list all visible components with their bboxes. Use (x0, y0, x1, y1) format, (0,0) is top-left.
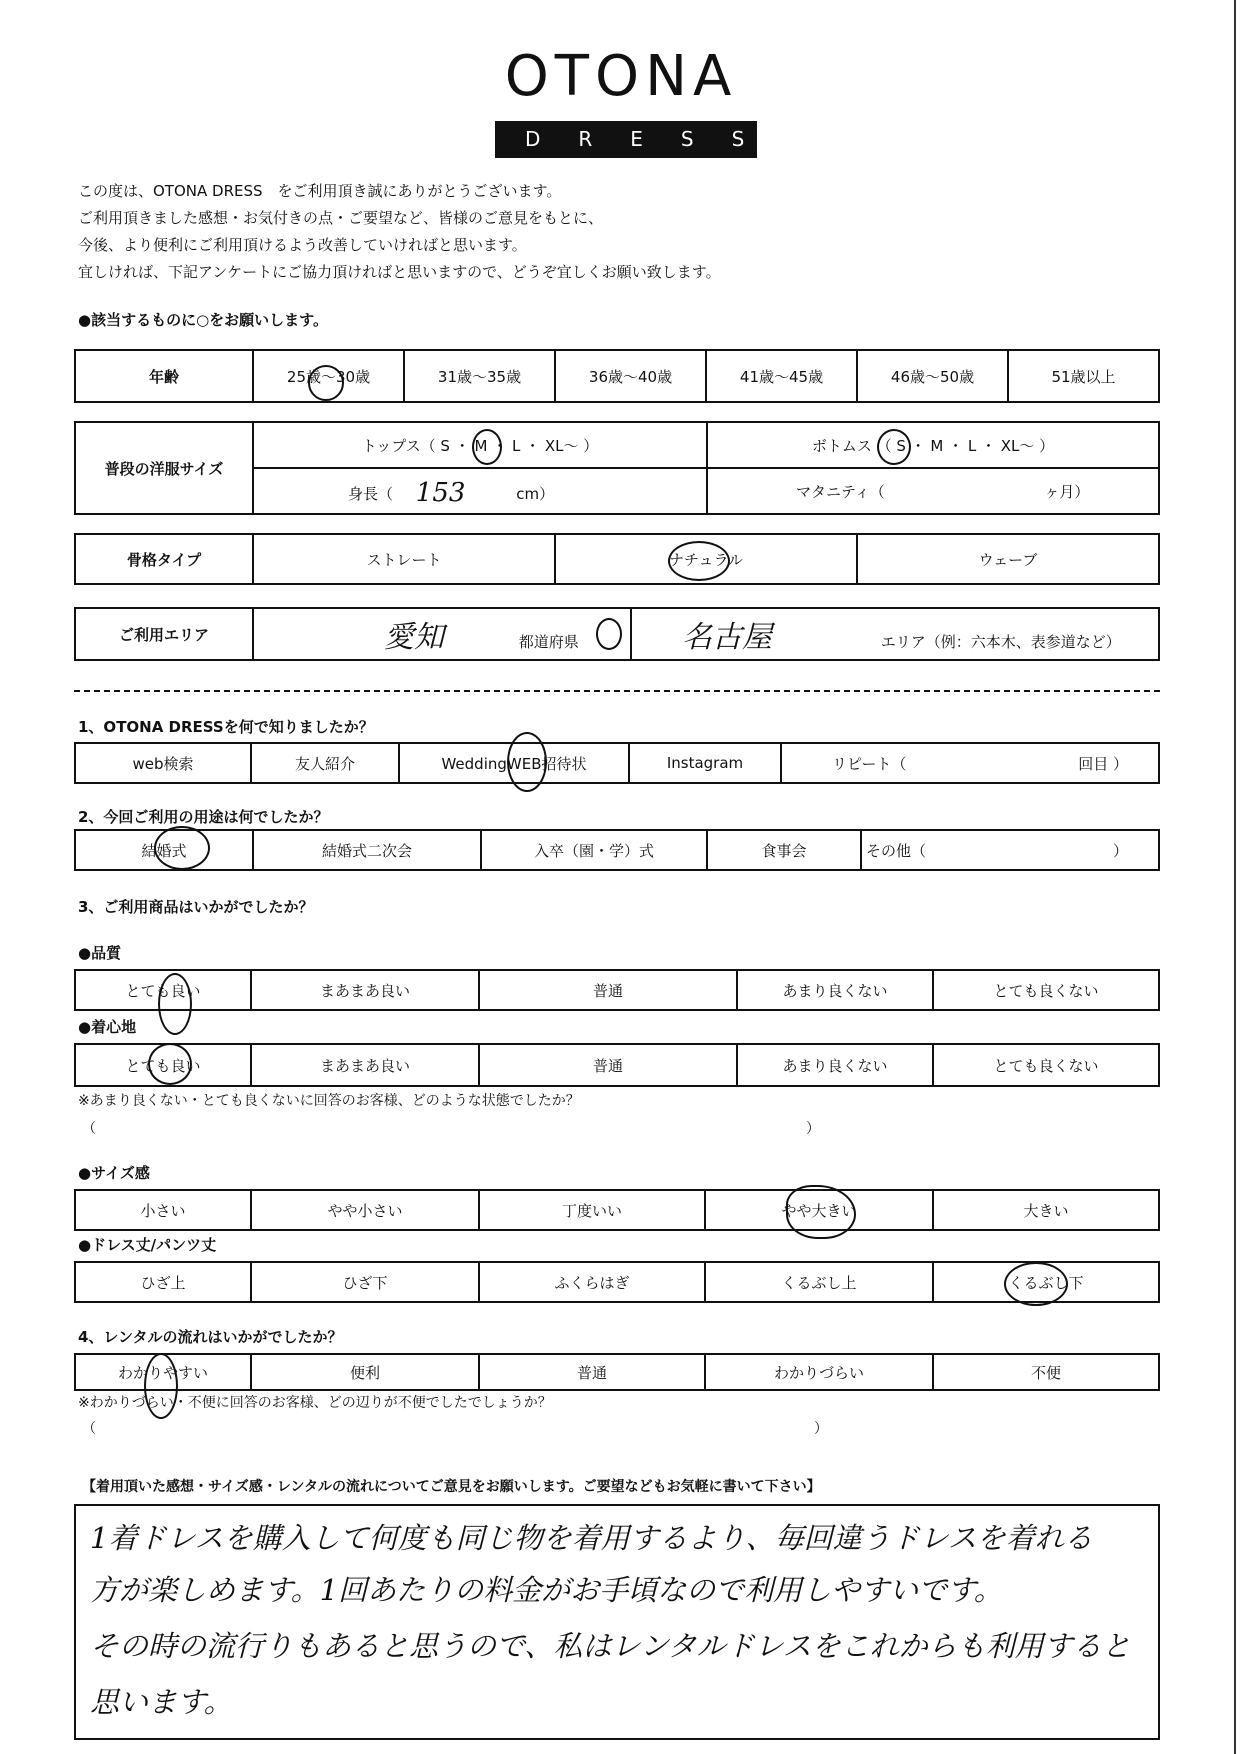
intro-line: 今後、より便利にご利用頂けるよう改善していければと思います。 (78, 236, 527, 254)
q2-table (74, 829, 1160, 871)
size-feel-label: ●サイズ感 (78, 1164, 150, 1182)
quality-option[interactable]: あまり良くない (737, 970, 933, 1010)
q2-option[interactable]: その他（ (861, 830, 1061, 870)
city-value: 名古屋 (682, 620, 772, 655)
comments-heading: 【着用頂いた感想・サイズ感・レンタルの流れについてご意見をお願いします。ご要望などもお気軽に書いて下さい】 (82, 1479, 821, 1495)
length-option[interactable]: ひざ下 (251, 1262, 479, 1302)
age-table (74, 349, 1160, 403)
q1-option[interactable]: 友人紹介 (251, 743, 399, 783)
quality-option[interactable]: とても良くない (933, 970, 1159, 1010)
q1-option[interactable]: リピート（ (781, 743, 981, 783)
q1-option[interactable]: WeddingWEB招待状 (399, 743, 629, 783)
maternity-field[interactable] (707, 468, 1159, 514)
paren-open: （ (82, 1121, 96, 1137)
paren-open: （ (82, 1421, 96, 1437)
quality-table (74, 969, 1160, 1011)
height-label: 身長（ (348, 485, 394, 503)
height-unit: cm） (516, 485, 555, 503)
q4-option[interactable]: わかりづらい (705, 1354, 933, 1390)
body-type-table (74, 533, 1160, 585)
body-type-option[interactable]: ストレート (253, 534, 555, 584)
q1-title: 1、OTONA DRESSを何で知りましたか？ (78, 718, 374, 736)
height-field[interactable] (253, 468, 707, 514)
intro-line: ご利用頂きました感想・お気付きの点・ご要望など、皆様のご意見をもとに、 (78, 209, 604, 227)
profile-heading: ●該当するものに○をお願いします。 (78, 311, 328, 329)
length-option[interactable]: くるぶし上 (705, 1262, 933, 1302)
size-feel-table (74, 1189, 1160, 1231)
comment-line: 方が楽しめます。1回あたりの料金がお手頃なので利用しやすいです。 (90, 1573, 1003, 1607)
prefecture-field[interactable] (253, 608, 631, 660)
quality-option[interactable]: とても良い (75, 970, 251, 1010)
body-type-option[interactable]: ウェーブ (857, 534, 1159, 584)
city-field[interactable] (631, 608, 1159, 660)
age-option[interactable]: 25歳～30歳 (253, 350, 404, 402)
age-option[interactable]: 31歳～35歳 (404, 350, 555, 402)
comfort-option[interactable]: とても良くない (933, 1044, 1159, 1086)
size-label: 普段の洋服サイズ (75, 422, 253, 514)
prefecture-value: 愛知 (384, 620, 444, 655)
q4-title: 4、レンタルの流れはいかがでしたか？ (78, 1328, 343, 1346)
size-feel-option[interactable]: 小さい (75, 1190, 251, 1230)
q4-option[interactable]: 普通 (479, 1354, 705, 1390)
intro-line: 宜しければ、下記アンケートにご協力頂ければと思いますので、どうぞ宜しくお願い致します。 (78, 263, 721, 281)
quality-option[interactable]: 普通 (479, 970, 737, 1010)
comfort-table (74, 1043, 1160, 1087)
age-option[interactable]: 46歳～50歳 (857, 350, 1008, 402)
q1-option[interactable]: Instagram (629, 743, 781, 783)
q1-option[interactable]: web検索 (75, 743, 251, 783)
quality-label: ●品質 (78, 944, 122, 962)
q1-table (74, 742, 1160, 784)
q4-option[interactable]: 便利 (251, 1354, 479, 1390)
q2-option[interactable]: 結婚式 (75, 830, 253, 870)
comfort-option[interactable]: 普通 (479, 1044, 737, 1086)
q4-option[interactable]: わかりやすい (75, 1354, 251, 1390)
maternity-label: マタニティ（ (796, 482, 885, 501)
q2-option[interactable]: ） (1061, 830, 1159, 870)
size-table (74, 421, 1160, 515)
q2-option[interactable]: 結婚式二次会 (253, 830, 481, 870)
q2-option[interactable]: 食事会 (707, 830, 861, 870)
maternity-unit: ヶ月） (1044, 482, 1090, 501)
size-feel-option[interactable]: 丁度いい (479, 1190, 705, 1230)
intro-text (78, 178, 721, 286)
comment-line: その時の流行りもあると思うので、私はレンタルドレスをこれからも利用すると (90, 1629, 1131, 1663)
age-option[interactable]: 51歳以上 (1008, 350, 1159, 402)
length-option[interactable]: ひざ上 (75, 1262, 251, 1302)
size-feel-option[interactable]: 大きい (933, 1190, 1159, 1230)
paren-close: ） (806, 1121, 820, 1137)
q4-option[interactable]: 不便 (933, 1354, 1159, 1390)
tops-size[interactable]: トップス（ S ・ M ・ L ・ XL～ ） (253, 422, 707, 468)
q2-option[interactable]: 入卒（園・学）式 (481, 830, 707, 870)
q4-table (74, 1353, 1160, 1391)
length-table (74, 1261, 1160, 1303)
comfort-label: ●着心地 (78, 1018, 137, 1036)
length-label: ●ドレス丈/パンツ丈 (78, 1236, 217, 1254)
comment-line: 1着ドレスを購入して何度も同じ物を着用するより、毎回違うドレスを着れる (90, 1521, 1093, 1555)
body-type-option[interactable]: ナチュラル (555, 534, 857, 584)
comfort-option[interactable]: とても良い (75, 1044, 251, 1086)
bottoms-size[interactable]: ボトムス （ S ・ M ・ L ・ XL～ ） (707, 422, 1159, 468)
age-option[interactable]: 41歳～45歳 (706, 350, 857, 402)
age-label: 年齢 (75, 350, 253, 402)
page-edge-line (1234, 0, 1236, 1754)
comfort-option[interactable]: まあまあ良い (251, 1044, 479, 1086)
comments-box[interactable] (74, 1504, 1160, 1740)
logo-subtitle: DRESS (495, 121, 757, 158)
area-table (74, 607, 1160, 661)
comfort-note: ※あまり良くない・とても良くないに回答のお客様、どのような状態でしたか？ (78, 1093, 580, 1109)
q4-note: ※わかりづらい・不便に回答のお客様、どの辺りが不便でしたでしょうか？ (78, 1395, 552, 1411)
length-option[interactable]: ふくらはぎ (479, 1262, 705, 1302)
quality-option[interactable]: まあまあ良い (251, 970, 479, 1010)
paren-close: ） (814, 1421, 828, 1437)
comment-line: 思います。 (90, 1685, 233, 1719)
q3-title: 3、ご利用商品はいかがでしたか？ (78, 898, 314, 916)
section-divider (74, 690, 1160, 692)
length-option[interactable]: くるぶし下 (933, 1262, 1159, 1302)
q2-title: 2、今回ご利用の用途は何でしたか？ (78, 808, 329, 826)
intro-line: この度は、OTONA DRESS をご利用頂き誠にありがとうございます。 (78, 182, 562, 200)
size-feel-option[interactable]: やや小さい (251, 1190, 479, 1230)
q1-option[interactable]: 回目 ） (981, 743, 1159, 783)
area-label: ご利用エリア (75, 608, 253, 660)
size-feel-option[interactable]: やや大きい (705, 1190, 933, 1230)
height-value: 153 (415, 478, 466, 508)
prefecture-suffix: 都道府県 (518, 633, 579, 651)
comfort-option[interactable]: あまり良くない (737, 1044, 933, 1086)
age-option[interactable]: 36歳～40歳 (555, 350, 706, 402)
logo-title: OTONA (504, 44, 738, 109)
body-type-label: 骨格タイプ (75, 534, 253, 584)
area-hint: エリア（例：六本木、表参道など） (880, 633, 1121, 651)
